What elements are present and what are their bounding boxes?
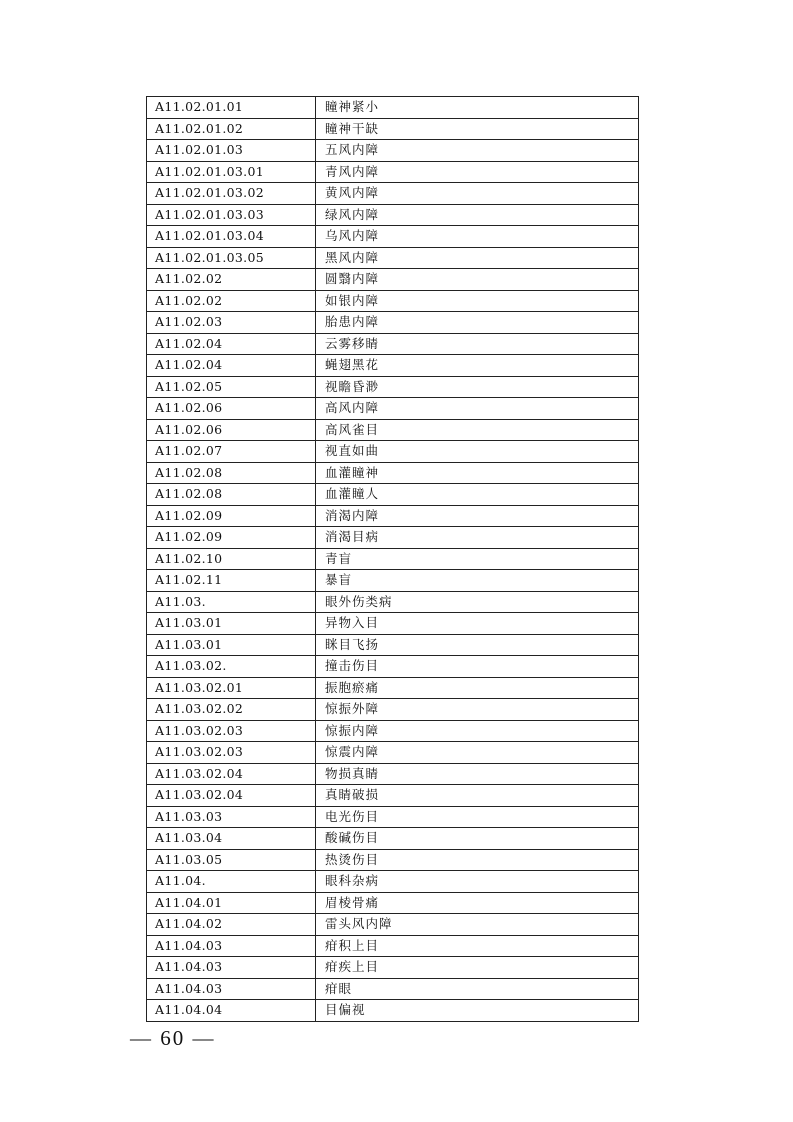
code-cell: A11.03.02.03 bbox=[147, 720, 316, 742]
code-cell: A11.03. bbox=[147, 591, 316, 613]
table-row bbox=[147, 269, 639, 291]
term-cell: 圆翳内障 bbox=[316, 269, 639, 291]
code-cell: A11.02.01.01 bbox=[147, 97, 316, 119]
table-row bbox=[147, 161, 639, 183]
term-cell: 黑风内障 bbox=[316, 247, 639, 269]
term-cell: 疳积上目 bbox=[316, 935, 639, 957]
term-cell: 眼科杂病 bbox=[316, 871, 639, 893]
code-cell: A11.03.03 bbox=[147, 806, 316, 828]
code-cell: A11.02.04 bbox=[147, 355, 316, 377]
term-cell: 胎患内障 bbox=[316, 312, 639, 334]
code-cell: A11.02.02 bbox=[147, 269, 316, 291]
term-cell: 惊震内障 bbox=[316, 742, 639, 764]
term-cell: 视直如曲 bbox=[316, 441, 639, 463]
table-row bbox=[147, 97, 639, 119]
term-cell: 惊振内障 bbox=[316, 720, 639, 742]
term-cell: 雷头风内障 bbox=[316, 914, 639, 936]
table-row bbox=[147, 312, 639, 334]
code-cell: A11.02.01.03.05 bbox=[147, 247, 316, 269]
term-cell: 瞳神干缺 bbox=[316, 118, 639, 140]
term-cell: 真睛破损 bbox=[316, 785, 639, 807]
table-row bbox=[147, 140, 639, 162]
code-cell: A11.03.04 bbox=[147, 828, 316, 850]
term-cell: 乌风内障 bbox=[316, 226, 639, 248]
table-row bbox=[147, 183, 639, 205]
table-row bbox=[147, 484, 639, 506]
code-cell: A11.03.05 bbox=[147, 849, 316, 871]
table-row bbox=[147, 355, 639, 377]
term-cell: 高风内障 bbox=[316, 398, 639, 420]
page-number: — 60 — bbox=[130, 1026, 216, 1050]
term-cell: 高风雀目 bbox=[316, 419, 639, 441]
term-cell: 撞击伤目 bbox=[316, 656, 639, 678]
code-cell: A11.02.01.03.02 bbox=[147, 183, 316, 205]
code-cell: A11.02.06 bbox=[147, 398, 316, 420]
table-row bbox=[147, 892, 639, 914]
term-cell: 电光伤目 bbox=[316, 806, 639, 828]
term-cell: 青风内障 bbox=[316, 161, 639, 183]
code-cell: A11.02.05 bbox=[147, 376, 316, 398]
term-cell: 五风内障 bbox=[316, 140, 639, 162]
term-cell: 异物入目 bbox=[316, 613, 639, 635]
code-cell: A11.02.01.02 bbox=[147, 118, 316, 140]
term-cell: 云雾移睛 bbox=[316, 333, 639, 355]
term-cell: 疳疾上目 bbox=[316, 957, 639, 979]
term-cell: 如银内障 bbox=[316, 290, 639, 312]
code-cell: A11.03.02.01 bbox=[147, 677, 316, 699]
table-row bbox=[147, 634, 639, 656]
code-cell: A11.02.01.03.01 bbox=[147, 161, 316, 183]
code-cell: A11.02.11 bbox=[147, 570, 316, 592]
term-cell: 热烫伤目 bbox=[316, 849, 639, 871]
code-cell: A11.04.02 bbox=[147, 914, 316, 936]
term-cell: 绿风内障 bbox=[316, 204, 639, 226]
table-row bbox=[147, 462, 639, 484]
code-cell: A11.03.01 bbox=[147, 613, 316, 635]
term-cell: 血灌瞳人 bbox=[316, 484, 639, 506]
code-cell: A11.02.08 bbox=[147, 484, 316, 506]
code-cell: A11.02.09 bbox=[147, 527, 316, 549]
code-cell: A11.03.02.04 bbox=[147, 763, 316, 785]
term-cell: 黄风内障 bbox=[316, 183, 639, 205]
table-row bbox=[147, 290, 639, 312]
term-cell: 目偏视 bbox=[316, 1000, 639, 1022]
code-cell: A11.03.02.02 bbox=[147, 699, 316, 721]
code-cell: A11.02.08 bbox=[147, 462, 316, 484]
term-cell: 暴盲 bbox=[316, 570, 639, 592]
table-row bbox=[147, 828, 639, 850]
term-cell: 血灌瞳神 bbox=[316, 462, 639, 484]
term-cell: 蝇翅黑花 bbox=[316, 355, 639, 377]
code-table bbox=[146, 96, 639, 1022]
code-cell: A11.02.07 bbox=[147, 441, 316, 463]
code-cell: A11.04.03 bbox=[147, 957, 316, 979]
code-cell: A11.03.01 bbox=[147, 634, 316, 656]
table-row bbox=[147, 247, 639, 269]
table-row bbox=[147, 441, 639, 463]
table-row bbox=[147, 398, 639, 420]
table-row bbox=[147, 871, 639, 893]
term-cell: 惊振外障 bbox=[316, 699, 639, 721]
table-row bbox=[147, 419, 639, 441]
table-row bbox=[147, 226, 639, 248]
table-row bbox=[147, 699, 639, 721]
code-cell: A11.04. bbox=[147, 871, 316, 893]
table-row bbox=[147, 505, 639, 527]
code-cell: A11.02.01.03 bbox=[147, 140, 316, 162]
code-cell: A11.04.03 bbox=[147, 935, 316, 957]
table-body bbox=[147, 97, 639, 1022]
term-cell: 物损真睛 bbox=[316, 763, 639, 785]
term-cell: 瞳神紧小 bbox=[316, 97, 639, 119]
table-row bbox=[147, 785, 639, 807]
term-cell: 眼外伤类病 bbox=[316, 591, 639, 613]
table-row bbox=[147, 763, 639, 785]
table-row bbox=[147, 914, 639, 936]
table-row bbox=[147, 935, 639, 957]
table-row bbox=[147, 333, 639, 355]
term-cell: 疳眼 bbox=[316, 978, 639, 1000]
code-cell: A11.02.10 bbox=[147, 548, 316, 570]
table-row bbox=[147, 978, 639, 1000]
term-cell: 眉棱骨痛 bbox=[316, 892, 639, 914]
code-cell: A11.04.01 bbox=[147, 892, 316, 914]
table-row bbox=[147, 957, 639, 979]
code-cell: A11.03.02. bbox=[147, 656, 316, 678]
code-cell: A11.04.03 bbox=[147, 978, 316, 1000]
table-row bbox=[147, 806, 639, 828]
table-row bbox=[147, 742, 639, 764]
code-cell: A11.02.02 bbox=[147, 290, 316, 312]
table-row bbox=[147, 204, 639, 226]
code-cell: A11.02.03 bbox=[147, 312, 316, 334]
table-row bbox=[147, 548, 639, 570]
table-row bbox=[147, 849, 639, 871]
term-cell: 眯目飞扬 bbox=[316, 634, 639, 656]
code-cell: A11.03.02.03 bbox=[147, 742, 316, 764]
term-cell: 青盲 bbox=[316, 548, 639, 570]
table-row bbox=[147, 527, 639, 549]
code-cell: A11.04.04 bbox=[147, 1000, 316, 1022]
table-row bbox=[147, 677, 639, 699]
term-cell: 振胞瘀痛 bbox=[316, 677, 639, 699]
term-cell: 酸碱伤目 bbox=[316, 828, 639, 850]
table-row bbox=[147, 1000, 639, 1022]
term-cell: 视瞻昏渺 bbox=[316, 376, 639, 398]
table-row bbox=[147, 613, 639, 635]
table-row bbox=[147, 656, 639, 678]
code-cell: A11.03.02.04 bbox=[147, 785, 316, 807]
code-cell: A11.02.01.03.04 bbox=[147, 226, 316, 248]
code-cell: A11.02.01.03.03 bbox=[147, 204, 316, 226]
table-row bbox=[147, 591, 639, 613]
code-cell: A11.02.04 bbox=[147, 333, 316, 355]
code-cell: A11.02.06 bbox=[147, 419, 316, 441]
term-cell: 消渴内障 bbox=[316, 505, 639, 527]
table-row bbox=[147, 118, 639, 140]
code-cell: A11.02.09 bbox=[147, 505, 316, 527]
table-row bbox=[147, 720, 639, 742]
table-row bbox=[147, 570, 639, 592]
table-row bbox=[147, 376, 639, 398]
term-cell: 消渴目病 bbox=[316, 527, 639, 549]
